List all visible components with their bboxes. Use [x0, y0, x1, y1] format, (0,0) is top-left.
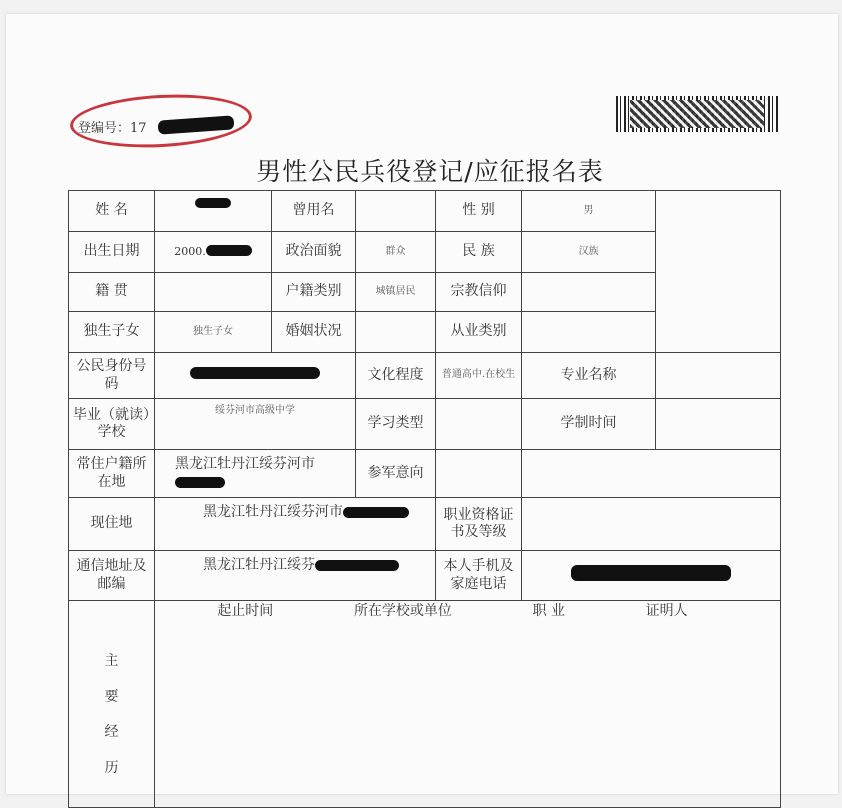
- gender-value: 男: [522, 191, 656, 232]
- cert-value: [522, 498, 781, 551]
- only-child-value: 独生子女: [155, 312, 272, 353]
- resume-char-1: 主: [104, 653, 119, 669]
- hukou-type-label: 户籍类别: [272, 273, 356, 312]
- mail-label: 通信地址及邮编: [69, 551, 155, 601]
- resume-label: [69, 601, 155, 808]
- education-value: 普通高中.在校生: [436, 353, 522, 399]
- registration-number: 登编号：17: [78, 121, 147, 136]
- residence-value-text: 黑龙江牡丹江绥芬河市: [175, 456, 315, 472]
- birth-label: 出生日期: [69, 232, 155, 273]
- study-time-label: 学制时间: [522, 399, 656, 450]
- marital-label: 婚姻状况: [272, 312, 356, 353]
- ethnic-label: 民 族: [436, 232, 522, 273]
- id-label: 公民身份号 码: [69, 353, 155, 399]
- enlist-intent-value: [436, 450, 522, 498]
- resume-char-2: 要: [104, 688, 119, 705]
- phone-value: [522, 551, 781, 601]
- only-child-label: 独生子女: [69, 312, 155, 353]
- occupation-label: 从业类别: [436, 312, 522, 353]
- school-value: 绥芬河市高级中学: [155, 399, 356, 450]
- id-value: [155, 353, 356, 399]
- school-label: 毕业（就读）学校: [69, 399, 155, 450]
- political-label: 政治面貌: [272, 232, 356, 273]
- residence-value: [155, 450, 356, 498]
- registration-form-table: [68, 190, 781, 808]
- resume-col-time: 起止时间: [217, 603, 274, 619]
- used-name-label: 曾用名: [272, 191, 356, 232]
- major-value: [656, 353, 781, 399]
- study-time-value: [656, 399, 781, 450]
- study-type-value: [436, 399, 522, 450]
- name-label: 姓 名: [69, 191, 155, 232]
- origin-label: 籍 贯: [69, 273, 155, 312]
- religion-value: [522, 273, 656, 312]
- current-address-value: [155, 498, 436, 551]
- study-type-label: 学习类型: [356, 399, 436, 450]
- residence-label: 常住户籍所在地: [69, 450, 155, 498]
- religion-label: 宗教信仰: [436, 273, 522, 312]
- photo-box: [656, 191, 781, 353]
- occupation-value: [522, 312, 656, 353]
- birth-value-text: 2000.: [174, 245, 206, 259]
- resume-col-job: 职 业: [532, 603, 566, 619]
- resume-col-school: 所在学校或单位: [353, 603, 452, 619]
- birth-value: [155, 232, 272, 273]
- cert-label: 职业资格证书及等级: [436, 498, 522, 551]
- current-address-text: 黑龙江牡丹江绥芬河市: [203, 504, 343, 520]
- hukou-type-value: 城镇居民: [356, 273, 436, 312]
- name-value: [155, 191, 272, 232]
- origin-value: [155, 273, 272, 312]
- resume-char-4: 历: [104, 759, 119, 776]
- form-title: 男性公民兵役登记/应征报名表: [256, 157, 604, 186]
- blank-cell: [522, 450, 781, 498]
- resume-char-3: 经: [104, 724, 119, 740]
- barcode: [616, 96, 780, 132]
- resume-area: [155, 601, 781, 808]
- phone-label: 本人手机及家庭电话: [436, 551, 522, 601]
- resume-col-witness: 证明人: [645, 603, 688, 619]
- ethnic-value: 汉族: [522, 232, 656, 273]
- marital-value: [356, 312, 436, 353]
- resume-header: [157, 601, 778, 621]
- mail-value-text: 黑龙江牡丹江绥芬: [203, 557, 315, 573]
- political-value: 群众: [356, 232, 436, 273]
- used-name-value: [356, 191, 436, 232]
- education-label: 文化程度: [356, 353, 436, 399]
- gender-label: 性 别: [436, 191, 522, 232]
- current-address-label: 现住地: [69, 498, 155, 551]
- major-label: 专业名称: [522, 353, 656, 399]
- mail-value: [155, 551, 436, 601]
- enlist-intent-label: 参军意向: [356, 450, 436, 498]
